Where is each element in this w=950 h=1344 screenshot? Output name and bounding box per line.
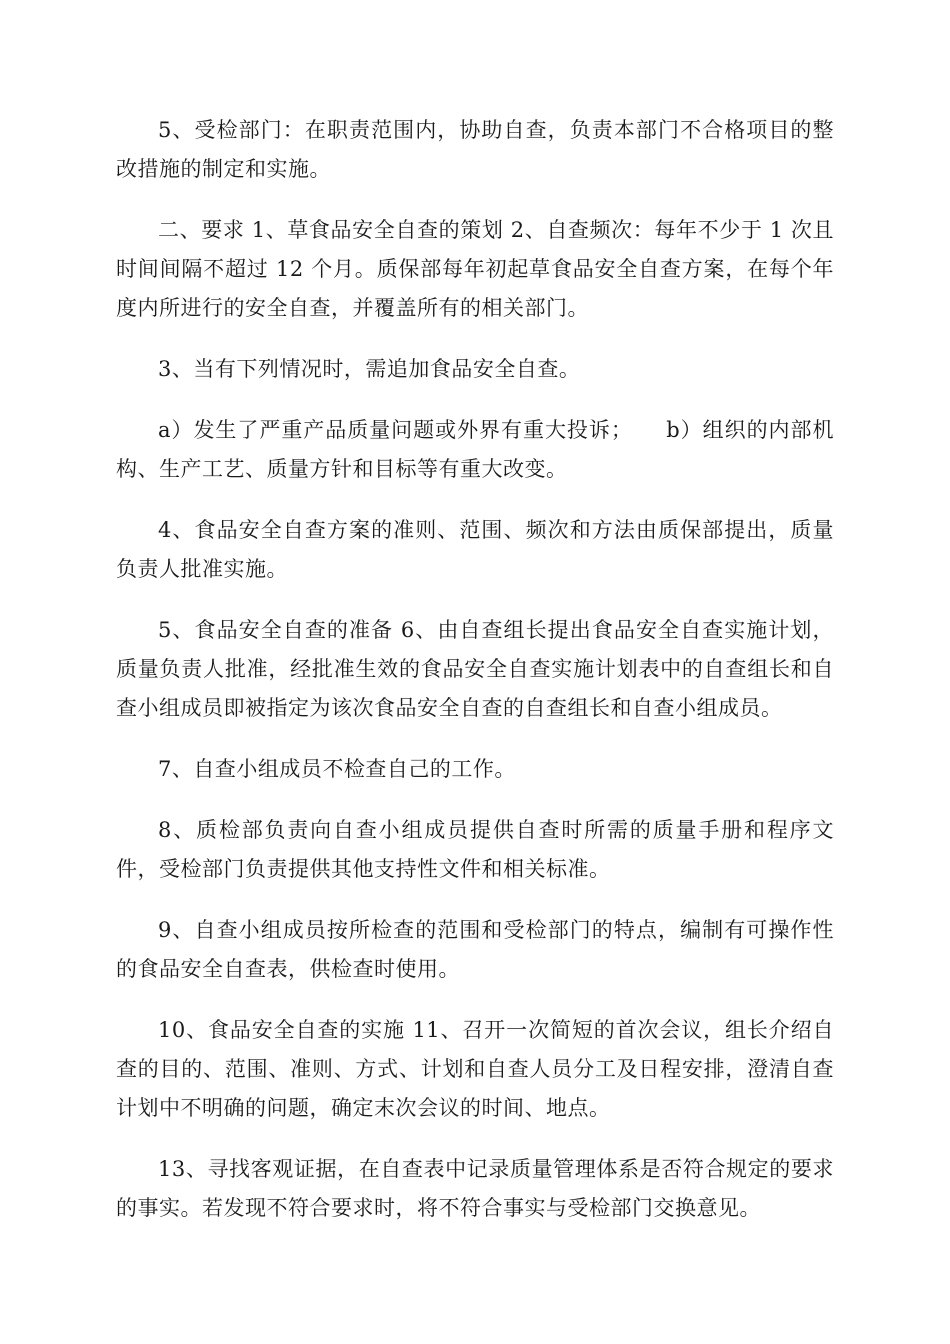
paragraph-requirements: 二、要求 1、草食品安全自查的策划 2、自查频次：每年不少于 1 次且时间间隔不超过 12 个月。质保部每年初起草食品安全自查方案，在每个年度内所进行的安全自查，并覆盖所有的相关部门。 <box>116 218 834 320</box>
paragraph-4-plan-criteria: 4、食品安全自查方案的准则、范围、频次和方法由质保部提出，质量负责人批准实施。 <box>116 518 834 581</box>
paragraph-9-checklist: 9、自查小组成员按所检查的范围和受检部门的特点，编制有可操作性的食品安全自查表，供检查时使用。 <box>116 918 834 981</box>
paragraph-10-11-implementation: 10、食品安全自查的实施 11、召开一次简短的首次会议，组长介绍自查的目的、范围、准则、方式、计划和自查人员分工及日程安排，澄清自查计划中不明确的问题，确定末次会议的时间、地点。 <box>116 1018 834 1120</box>
paragraph-13-evidence: 13、寻找客观证据，在自查表中记录质量管理体系是否符合规定的要求的事实。若发现不符合要求时，将不符合事实与受检部门交换意见。 <box>116 1157 834 1220</box>
paragraph-5-inspected-dept: 5、受检部门：在职责范围内，协助自查，负责本部门不合格项目的整改措施的制定和实施。 <box>116 118 834 181</box>
paragraph-7-own-work: 7、自查小组成员不检查自己的工作。 <box>158 757 516 781</box>
paragraph-3-additional-check: 3、当有下列情况时，需追加食品安全自查。 <box>158 357 581 381</box>
paragraph-5-6-preparation: 5、食品安全自查的准备 6、由自查组长提出食品安全自查实施计划，质量负责人批准，经批准生效的食品安全自查实施计划表中的自查组长和自查小组成员即被指定为该次食品安全自查的自查组长和自查小组成员。 <box>116 618 834 720</box>
paragraph-8-documents: 8、质检部负责向自查小组成员提供自查时所需的质量手册和程序文件，受检部门负责提供其他支持性文件和相关标准。 <box>116 818 834 881</box>
paragraph-a-b-conditions: a）发生了严重产品质量问题或外界有重大投诉； b）组织的内部机构、生产工艺、质量方针和目标等有重大改变。 <box>116 418 834 481</box>
document-body <box>116 111 834 1250</box>
